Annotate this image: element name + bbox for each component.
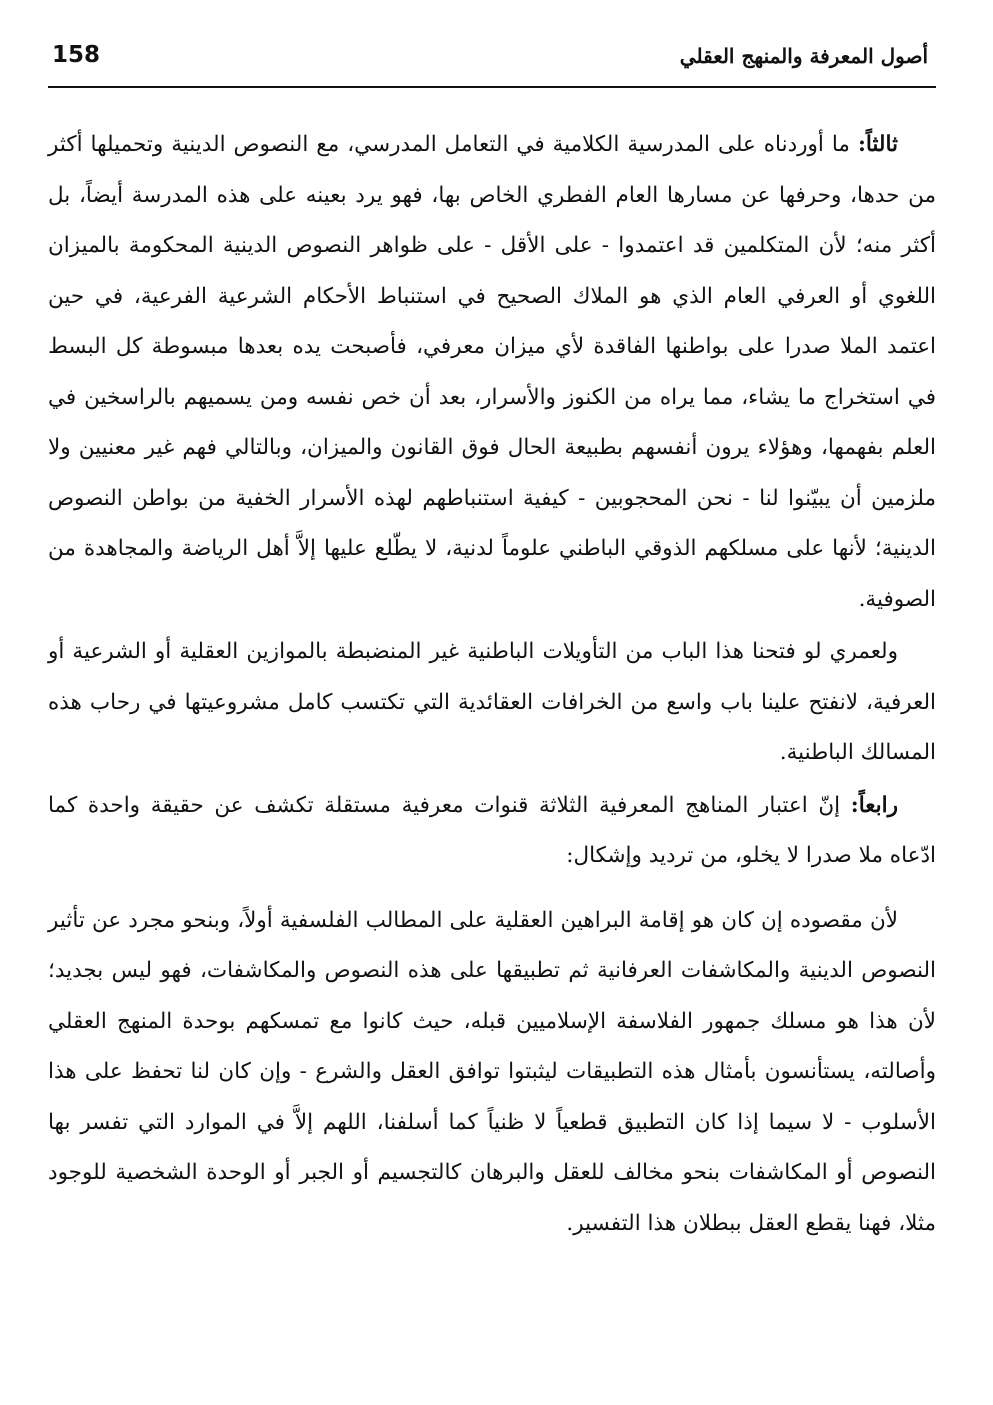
paragraph-text: إنّ اعتبار المناهج المعرفية الثلاثة قنوات معرفية مستقلة تكشف عن حقيقة واحدة كما ادّعاه ملا صدرا لا يخلو، من ترديد وإشكال: (48, 792, 936, 868)
running-title: أصول المعرفة والمنهج العقلي (679, 44, 928, 68)
page-number: 158 (52, 42, 101, 68)
paragraph-thirdly (48, 120, 936, 625)
paragraph-text: ولعمري لو فتحنا هذا الباب من التأويلات الباطنية غير المنضبطة بالموازين العقلية أو الشرعية أو العرفية، لانفتح علينا باب واسع من الخرافات العقائدية التي تكتسب كامل مشروعيتها في رحاب هذه المسالك الباطنية. (48, 639, 936, 765)
paragraph-fourthly (48, 781, 936, 882)
paragraph-by-my-life (48, 627, 936, 779)
paragraph-text: لأن مقصوده إن كان هو إقامة البراهين العقلية على المطالب الفلسفية أولاً، وبنحو مجرد عن تأثير النصوص الدينية والمكاشفات العرفانية ثم تطبيقها على هذه النصوص والمكاشفات، فهو ليس بجديد؛ لأن هذا هو مسلك جمهور الفلاسفة الإسلاميين قبله، حيث كانوا مع تمسكهم بوحدة المنهج العقلي وأصالته، يستأنسون بأمثال هذه التطبيقات ليثبتوا توافق العقل والشرع - وإن كان لنا تحفظ على هذا الأسلوب - لا سيما إذا كان التطبيق قطعياً لا ظنياً كما أسلفنا، اللهم إلاَّ في الموارد التي تفسر بها النصوص أو المكاشفات بنحو مخالف للعقل والبرهان كالتجسيم أو الجبر أو الوحدة الشخصية للوجود مثلا، فهنا يقطع العقل ببطلان هذا التفسير. (48, 907, 936, 1236)
body-text (48, 120, 936, 1249)
paragraph-lead: ثالثاً: (857, 132, 898, 157)
page-header (48, 42, 936, 88)
paragraph-because (48, 896, 936, 1250)
paragraph-text: ما أوردناه على المدرسية الكلامية في التعامل المدرسي، مع النصوص الدينية وتحميلها أكثر من حدها، وحرفها عن مسارها العام الفطري الخاص بها، فهو يرد بعينه على هذه المدرسة أيضاً، بل أكثر منه؛ لأن المتكلمين قد اعتمدوا - على الأقل - على ظواهر النصوص الدينية المحكومة بالميزان اللغوي أو العرفي العام الذي هو الملاك الصحيح في استنباط الأحكام الشرعية الفرعية، في حين اعتمد الملا صدرا على بواطنها الفاقدة لأي ميزان معرفي، فأصبحت يده بعدها مبسوطة كل البسط في استخراج ما يشاء، مما يراه من الكنوز والأسرار، بعد أن خص نفسه ومن يسميهم بالراسخين في العلم بفهمها، وهؤلاء يرون أنفسهم بطبيعة الحال فوق القانون والميزان، وبالتالي فهم غير معنيين ولا ملزمين أن يبيّنوا لنا - نحن المحجوبين - كيفية استنباطهم لهذه الأسرار الخفية من بواطن النصوص الدينية؛ لأنها على مسلكهم الذوقي الباطني علوماً لدنية، لا يطّلع عليها إلاَّ أهل الرياضة والمجاهدة من الصوفية. (48, 132, 936, 612)
paragraph-lead: رابعاً: (850, 792, 898, 818)
